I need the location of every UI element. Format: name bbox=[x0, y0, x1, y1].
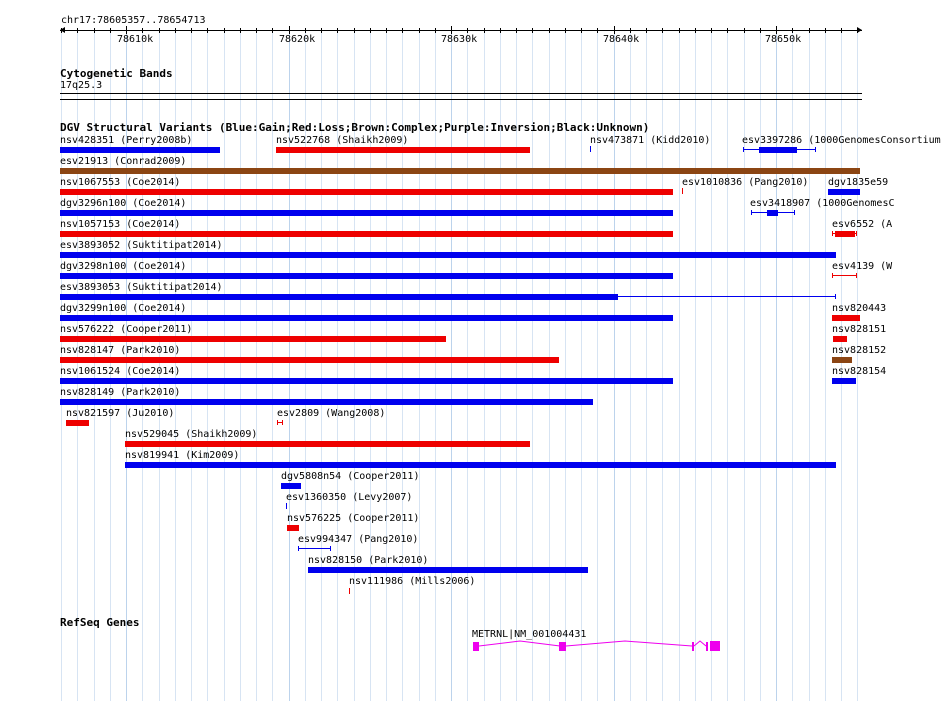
grid-line bbox=[809, 28, 810, 701]
ruler-tick-label: 78650k bbox=[765, 34, 802, 45]
variant-bar[interactable] bbox=[281, 483, 301, 489]
variant-bar-cap bbox=[277, 420, 278, 425]
variant-bar[interactable] bbox=[66, 420, 89, 426]
ruler-tick bbox=[240, 28, 241, 33]
ruler-tick bbox=[435, 28, 436, 33]
variant-label[interactable]: nsv821597 (Ju2010) bbox=[66, 408, 175, 419]
variant-bar[interactable] bbox=[60, 189, 673, 195]
gene-exon bbox=[710, 641, 720, 651]
variant-bar-cap bbox=[298, 546, 299, 551]
ruler-tick bbox=[792, 28, 793, 33]
ruler-tick bbox=[760, 28, 761, 33]
ruler-tick bbox=[727, 28, 728, 33]
ruler-tick bbox=[857, 28, 858, 33]
variant-label[interactable]: dgv5808n54 (Cooper2011) bbox=[281, 471, 420, 482]
variant-bar-cap bbox=[751, 210, 752, 215]
variant-label[interactable]: esv21913 (Conrad2009) bbox=[60, 156, 187, 167]
variant-bar[interactable] bbox=[60, 294, 618, 300]
ruler-tick bbox=[77, 28, 78, 33]
variant-label[interactable]: esv3397286 (1000GenomesConsortium bbox=[742, 135, 941, 146]
variant-label[interactable]: nsv1061524 (Coe2014) bbox=[60, 366, 181, 377]
variant-bar[interactable] bbox=[60, 147, 220, 153]
grid-line bbox=[857, 28, 858, 701]
ruler[interactable] bbox=[0, 24, 890, 54]
variant-bar[interactable] bbox=[276, 147, 530, 153]
variant-label[interactable]: esv994347 (Pang2010) bbox=[298, 534, 419, 545]
variant-bar[interactable] bbox=[60, 336, 446, 342]
variant-bar[interactable] bbox=[835, 231, 855, 237]
ruler-tick bbox=[581, 28, 582, 33]
ruler-tick-label: 78620k bbox=[279, 34, 316, 45]
variant-bar[interactable] bbox=[125, 441, 530, 447]
variant-label[interactable]: nsv828151 bbox=[832, 324, 887, 335]
variant-label[interactable]: nsv473871 (Kidd2010) bbox=[590, 135, 711, 146]
variant-bar-outer[interactable] bbox=[832, 275, 857, 276]
ruler-tick bbox=[841, 28, 842, 33]
variant-label[interactable]: esv1360350 (Levy2007) bbox=[286, 492, 413, 503]
variant-bar-cap bbox=[832, 273, 833, 278]
ruler-tick bbox=[386, 28, 387, 33]
variant-bar-cap bbox=[794, 210, 795, 215]
ruler-tick bbox=[289, 26, 290, 34]
variant-label[interactable]: dgv1835e59 bbox=[828, 177, 889, 188]
cytoband-track-title: Cytogenetic Bands bbox=[60, 67, 173, 80]
variant-label[interactable]: dgv3296n100 (Coe2014) bbox=[60, 198, 187, 209]
variant-bar-cap bbox=[832, 231, 833, 236]
cytoband-label: 17q25.3 bbox=[60, 80, 103, 91]
ruler-tick bbox=[224, 28, 225, 33]
variant-label[interactable]: dgv3298n100 (Coe2014) bbox=[60, 261, 187, 272]
variant-label[interactable]: nsv529045 (Shaikh2009) bbox=[125, 429, 258, 440]
variant-bar[interactable] bbox=[60, 315, 673, 321]
variant-label[interactable]: nsv828149 (Park2010) bbox=[60, 387, 181, 398]
variant-bar[interactable] bbox=[60, 252, 836, 258]
variant-bar[interactable] bbox=[287, 525, 299, 531]
ruler-tick bbox=[679, 28, 680, 33]
ruler-tick bbox=[256, 28, 257, 33]
grid-line bbox=[662, 28, 663, 701]
grid-line bbox=[727, 28, 728, 701]
ruler-tick bbox=[61, 28, 62, 33]
region-label: chr17:78605357..78654713 bbox=[61, 15, 206, 26]
variant-label[interactable]: nsv820443 bbox=[832, 303, 887, 314]
gene-intron bbox=[566, 641, 692, 646]
ruler-tick bbox=[337, 28, 338, 33]
ruler-tick bbox=[516, 28, 517, 33]
ruler-tick bbox=[484, 28, 485, 33]
ruler-tick bbox=[776, 26, 777, 34]
ruler-tick bbox=[175, 28, 176, 33]
ruler-tick bbox=[354, 28, 355, 33]
dgv-track-title: DGV Structural Variants (Blue:Gain;Red:Loss;Brown:Complex;Purple:Inversion;Black:Unknown) bbox=[60, 121, 650, 134]
variant-label[interactable]: esv6552 (A bbox=[832, 219, 893, 230]
variant-bar[interactable] bbox=[682, 188, 683, 194]
variant-bar[interactable] bbox=[832, 315, 860, 321]
variant-bar[interactable] bbox=[60, 210, 673, 216]
gene-exon bbox=[473, 642, 479, 651]
variant-label[interactable]: nsv828150 (Park2010) bbox=[308, 555, 429, 566]
variant-bar-cap bbox=[856, 231, 857, 236]
variant-label[interactable]: esv4139 (W bbox=[832, 261, 893, 272]
ruler-tick bbox=[142, 28, 143, 33]
variant-bar-cap bbox=[815, 147, 816, 152]
ruler-tick bbox=[614, 26, 615, 34]
ruler-tick bbox=[419, 28, 420, 33]
ruler-tick bbox=[305, 28, 306, 33]
variant-bar[interactable] bbox=[832, 357, 852, 363]
grid-line bbox=[776, 28, 777, 701]
variant-bar[interactable] bbox=[832, 378, 856, 384]
variant-bar[interactable] bbox=[125, 462, 836, 468]
variant-label[interactable]: esv3418907 (1000GenomesC bbox=[750, 198, 895, 209]
variant-bar[interactable] bbox=[828, 189, 860, 195]
variant-bar[interactable] bbox=[60, 231, 673, 237]
ruler-tick bbox=[549, 28, 550, 33]
variant-bar[interactable] bbox=[60, 273, 673, 279]
variant-label[interactable]: nsv828147 (Park2010) bbox=[60, 345, 181, 356]
cytoband-line-top[interactable] bbox=[60, 93, 862, 94]
ruler-tick bbox=[207, 28, 208, 33]
variant-bar[interactable] bbox=[60, 357, 559, 363]
variant-label[interactable]: nsv576222 (Cooper2011) bbox=[60, 324, 193, 335]
variant-label[interactable]: esv2809 (Wang2008) bbox=[277, 408, 386, 419]
ruler-tick bbox=[695, 28, 696, 33]
variant-bar-cap bbox=[743, 147, 744, 152]
ruler-tick bbox=[94, 28, 95, 33]
ruler-tick bbox=[272, 28, 273, 33]
gene-exon bbox=[559, 642, 566, 651]
ruler-tick bbox=[711, 28, 712, 33]
ruler-tick bbox=[662, 28, 663, 33]
variant-bar[interactable] bbox=[759, 147, 797, 153]
gene-label[interactable]: METRNL|NM_001004431 bbox=[472, 629, 587, 640]
variant-label[interactable]: esv3893053 (Suktitipat2014) bbox=[60, 282, 223, 293]
refseq-track-title: RefSeq Genes bbox=[60, 616, 140, 629]
cytoband-line-bottom[interactable] bbox=[60, 99, 862, 100]
ruler-tick-label: 78640k bbox=[603, 34, 640, 45]
grid-line bbox=[792, 28, 793, 701]
ruler-tick-label: 78630k bbox=[441, 34, 478, 45]
ruler-tick-label: 78610k bbox=[117, 34, 154, 45]
ruler-tick bbox=[467, 28, 468, 33]
variant-bar[interactable] bbox=[60, 399, 593, 405]
gene-model[interactable] bbox=[470, 636, 722, 656]
ruler-tick bbox=[565, 28, 566, 33]
ruler-tick bbox=[126, 26, 127, 34]
variant-bar[interactable] bbox=[60, 378, 673, 384]
grid-line bbox=[841, 28, 842, 701]
ruler-tick bbox=[646, 28, 647, 33]
ruler-tick bbox=[110, 28, 111, 33]
ruler-tick bbox=[532, 28, 533, 33]
variant-label[interactable]: nsv522768 (Shaikh2009) bbox=[276, 135, 409, 146]
grid-line bbox=[695, 28, 696, 701]
variant-bar-cap bbox=[282, 420, 283, 425]
variant-label[interactable]: nsv1067553 (Coe2014) bbox=[60, 177, 181, 188]
grid-line bbox=[744, 28, 745, 701]
grid-line bbox=[760, 28, 761, 701]
ruler-tick bbox=[159, 28, 160, 33]
variant-bar[interactable] bbox=[590, 146, 591, 152]
gene-exon bbox=[706, 642, 708, 651]
gene-intron bbox=[479, 641, 560, 646]
variant-label[interactable]: nsv1057153 (Coe2014) bbox=[60, 219, 181, 230]
gene-intron bbox=[694, 641, 706, 646]
variant-bar[interactable] bbox=[308, 567, 588, 573]
variant-label[interactable]: esv3893052 (Suktitipat2014) bbox=[60, 240, 223, 251]
ruler-tick bbox=[451, 26, 452, 34]
ruler-tick bbox=[597, 28, 598, 33]
variant-label[interactable]: nsv576225 (Cooper2011) bbox=[287, 513, 420, 524]
ruler-tick bbox=[809, 28, 810, 33]
ruler-tick bbox=[630, 28, 631, 33]
ruler-tick bbox=[744, 28, 745, 33]
variant-label[interactable]: nsv828152 bbox=[832, 345, 887, 356]
variant-bar[interactable] bbox=[349, 588, 350, 594]
grid-line bbox=[679, 28, 680, 701]
variant-bar-cap bbox=[330, 546, 331, 551]
grid-line bbox=[711, 28, 712, 701]
ruler-tick bbox=[825, 28, 826, 33]
ruler-tick bbox=[500, 28, 501, 33]
ruler-tick bbox=[321, 28, 322, 33]
ruler-tick bbox=[191, 28, 192, 33]
variant-label[interactable]: dgv3299n100 (Coe2014) bbox=[60, 303, 187, 314]
variant-bar-outer[interactable] bbox=[618, 296, 836, 297]
variant-bar-outer[interactable] bbox=[298, 548, 331, 549]
variant-bar[interactable] bbox=[833, 336, 847, 342]
variant-bar[interactable] bbox=[286, 503, 287, 509]
variant-label[interactable]: nsv428351 (Perry2008b) bbox=[60, 135, 193, 146]
variant-bar-cap bbox=[835, 294, 836, 299]
ruler-tick bbox=[402, 28, 403, 33]
variant-label[interactable]: nsv819941 (Kim2009) bbox=[125, 450, 240, 461]
gene-exon bbox=[692, 642, 694, 651]
variant-label[interactable]: esv1010836 (Pang2010) bbox=[682, 177, 809, 188]
variant-bar[interactable] bbox=[60, 168, 860, 174]
ruler-axis-line bbox=[60, 30, 862, 31]
variant-label[interactable]: nsv828154 bbox=[832, 366, 887, 377]
variant-label[interactable]: nsv111986 (Mills2006) bbox=[349, 576, 476, 587]
variant-bar-cap bbox=[856, 273, 857, 278]
ruler-tick bbox=[370, 28, 371, 33]
variant-bar[interactable] bbox=[767, 210, 778, 216]
grid-line bbox=[825, 28, 826, 701]
